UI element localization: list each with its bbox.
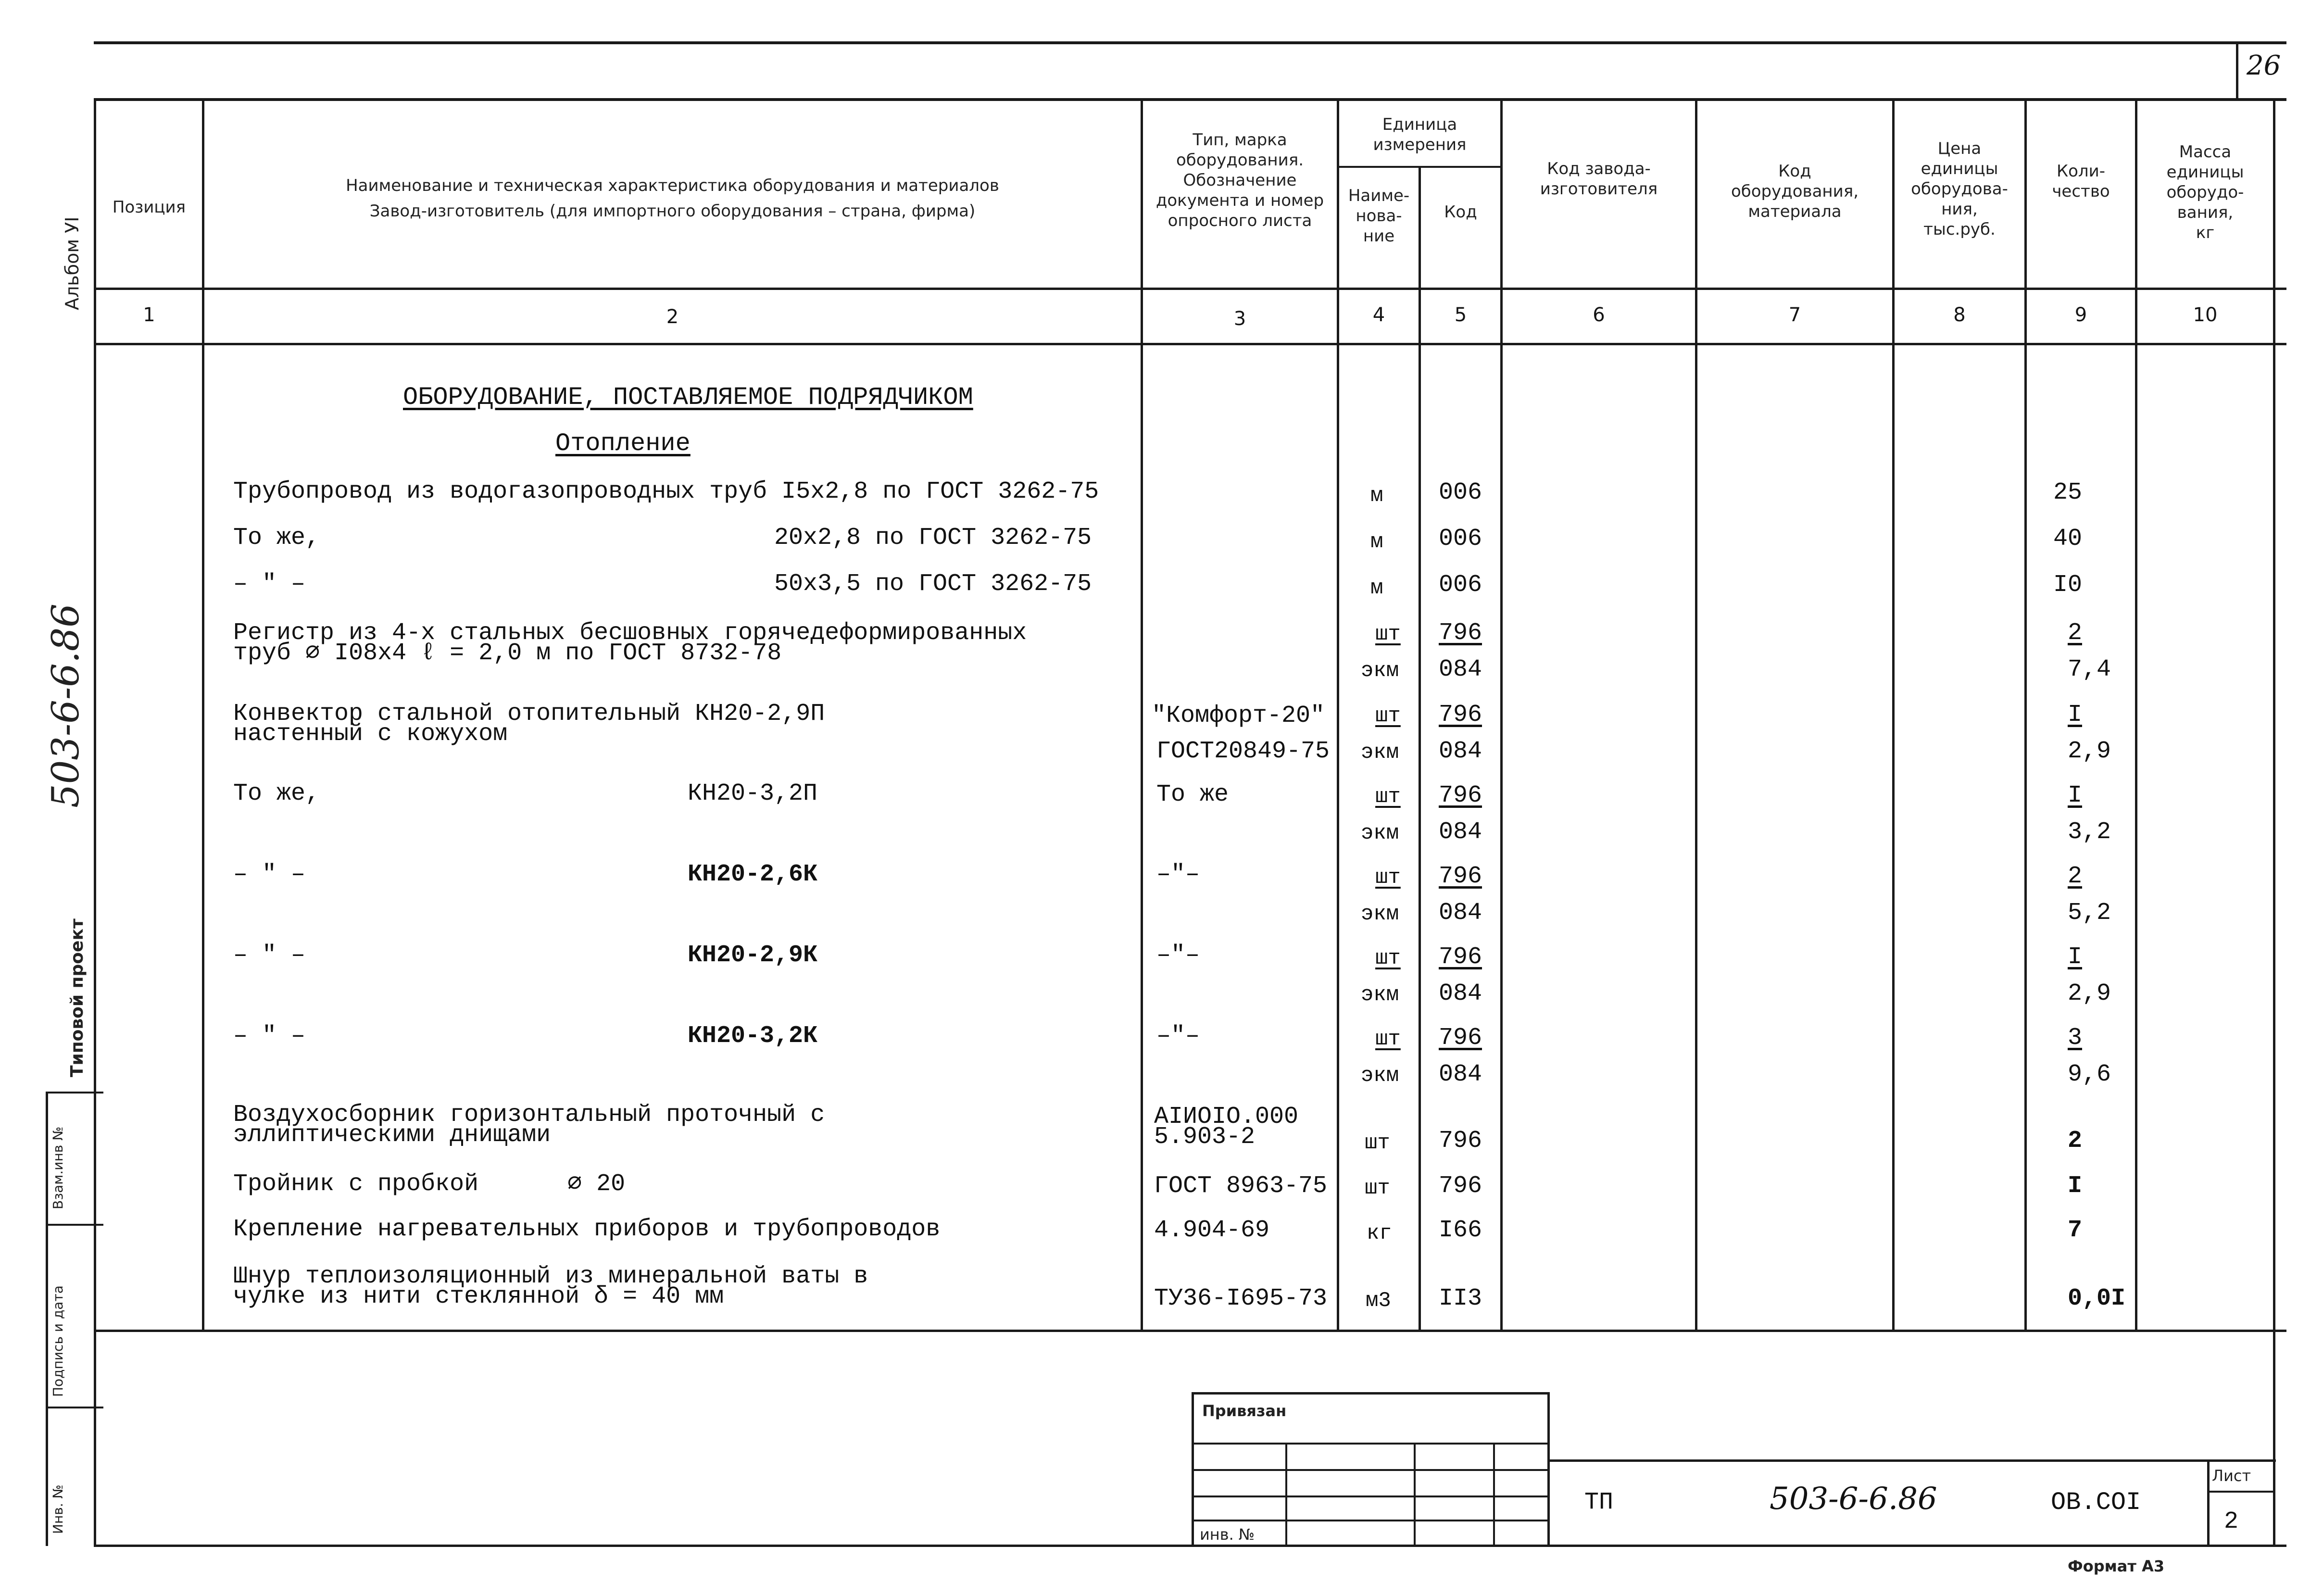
row-9-unit1: шт (1375, 1027, 1401, 1051)
col-number-6: 6 (1593, 304, 1605, 326)
row-8-qty1: I (2068, 943, 2083, 971)
col-number-4: 4 (1372, 304, 1385, 326)
row-6-model: КН20-3,2П (688, 780, 818, 807)
row-12-code: I66 (1439, 1217, 1482, 1244)
side-vzam-inv: Взам.инв № (50, 1126, 66, 1209)
stamp-list-label: Лист (2212, 1467, 2251, 1485)
stamp-inv-no: инв. № (1200, 1525, 1255, 1544)
row-6-unit2: экм (1361, 821, 1399, 845)
row-8-model: КН20-2,9К (688, 942, 818, 969)
row-10-code: 796 (1439, 1127, 1482, 1155)
row-9-code2: 084 (1439, 1061, 1482, 1088)
header-name-line1: Наименование и техническая характеристика оборудования и материалов (346, 176, 999, 195)
row-11-dia: ∅ 20 (567, 1170, 626, 1198)
row-4-unit2: экм (1361, 659, 1399, 683)
row-5-type2: ГОСТ20849-75 (1156, 738, 1330, 765)
row-9-type1: –"– (1156, 1022, 1200, 1050)
row-4-name-line1: Регистр из 4-х стальных бесшовных горячедеформированных (233, 619, 1027, 647)
row-9-qty2: 9,6 (2068, 1061, 2111, 1088)
row-5-unit2: экм (1361, 741, 1399, 765)
header-quantity: Коли- чество (2052, 162, 2110, 201)
row-8-qty2: 2,9 (2068, 980, 2111, 1007)
row-13-qty: 0,0I (2068, 1285, 2126, 1312)
row-13-unit: м3 (1366, 1289, 1391, 1313)
row-11-qty: I (2068, 1172, 2083, 1200)
row-11-name: Тройник с пробкой (233, 1170, 479, 1198)
row-13-type: ТУ36-I695-73 (1154, 1285, 1328, 1312)
row-7-code2: 084 (1439, 899, 1482, 927)
row-9-qty1: 3 (2068, 1024, 2083, 1052)
side-podpis-data: Подпись и дата (50, 1285, 66, 1397)
col-number-5: 5 (1454, 304, 1467, 326)
row-6-name-left: То же, (233, 780, 320, 807)
row-2-name-right: 20х2,8 по ГОСТ 3262-75 (774, 524, 1092, 552)
row-4-code2: 084 (1439, 656, 1482, 683)
row-1-qty: 25 (2053, 479, 2083, 506)
row-7-code1: 796 (1439, 863, 1482, 890)
row-6-code1: 796 (1439, 782, 1482, 809)
row-7-qty1: 2 (2068, 863, 2083, 890)
side-inv-no: Инв. № (50, 1484, 66, 1534)
row-13-name-line1: Шнур теплоизоляционный из минеральной ваты в (233, 1263, 868, 1290)
row-9-model: КН20-3,2К (688, 1022, 818, 1050)
header-unit-group: Единица измерения (1373, 115, 1467, 154)
section-title: ОБОРУДОВАНИЕ, ПОСТАВЛЯЕМОЕ ПОДРЯДЧИКОМ (403, 383, 973, 412)
row-11-type: ГОСТ 8963-75 (1154, 1172, 1328, 1200)
stamp-list-value: 2 (2224, 1508, 2239, 1535)
row-8-name-left: – " – (233, 942, 306, 969)
row-7-type1: –"– (1156, 861, 1200, 888)
row-5-qty2: 2,9 (2068, 738, 2111, 765)
side-album: Альбом УI (62, 216, 83, 310)
row-8-unit1: шт (1375, 946, 1401, 970)
row-12-qty: 7 (2068, 1217, 2083, 1244)
row-3-qty: I0 (2053, 571, 2083, 599)
row-6-qty2: 3,2 (2068, 818, 2111, 846)
row-3-name-right: 50х3,5 по ГОСТ 3262-75 (774, 570, 1092, 598)
row-6-unit1: шт (1375, 785, 1401, 809)
col-number-7: 7 (1788, 304, 1801, 326)
row-13-code: II3 (1439, 1285, 1482, 1312)
row-8-type1: –"– (1156, 942, 1200, 969)
row-4-name-line2: труб ∅ I08х4 ℓ = 2,0 м по ГОСТ 8732-78 (233, 640, 782, 667)
row-2-code: 006 (1439, 525, 1482, 553)
row-5-code1: 796 (1439, 701, 1482, 729)
row-6-code2: 084 (1439, 818, 1482, 846)
row-9-name-left: – " – (233, 1022, 306, 1050)
row-2-qty: 40 (2053, 525, 2083, 553)
side-doc-code: 503-6-6.86 (44, 603, 88, 808)
col-number-1: 1 (143, 304, 155, 326)
header-position: Позиция (112, 198, 186, 217)
row-4-qty1: 2 (2068, 619, 2083, 647)
row-8-code2: 084 (1439, 980, 1482, 1007)
row-12-type: 4.904-69 (1154, 1217, 1270, 1244)
row-2-unit: м (1370, 530, 1383, 554)
row-5-name-line2: настенный с кожухом (233, 720, 508, 748)
col-number-2: 2 (666, 306, 679, 328)
row-10-type2: 5.903-2 (1154, 1123, 1256, 1151)
row-1-code: 006 (1439, 479, 1482, 506)
header-mass: Масса единицы оборудо- вания, кг (2166, 142, 2244, 242)
row-10-type1: АIИОIО.000 (1154, 1103, 1299, 1131)
row-7-model: КН20-2,6К (688, 861, 818, 888)
row-5-unit1: шт (1375, 704, 1401, 728)
stamp-project-code: 503-6-6.86 (1770, 1481, 1937, 1517)
row-3-code: 006 (1439, 571, 1482, 599)
row-9-unit2: экм (1361, 1064, 1399, 1088)
row-8-code1: 796 (1439, 943, 1482, 971)
subsection-title: Отопление (555, 429, 691, 458)
row-10-qty: 2 (2068, 1127, 2083, 1155)
header-plant-code: Код завода- изготовителя (1540, 159, 1658, 199)
row-4-qty2: 7,4 (2068, 656, 2111, 683)
row-13-name-line2: чулке из нити стеклянной δ = 40 мм (233, 1283, 724, 1310)
row-1-name: Трубопровод из водогазопроводных труб I5х2,8 по ГОСТ 3262-75 (233, 478, 1099, 505)
row-6-qty1: I (2068, 782, 2083, 809)
header-price: Цена единицы оборудова- ния, тыс.руб. (1911, 139, 2008, 239)
row-1-unit: м (1370, 484, 1383, 508)
row-5-code2: 084 (1439, 738, 1482, 765)
stamp-privyazan: Привязан (1202, 1402, 1287, 1420)
col-number-9: 9 (2074, 304, 2087, 326)
row-7-qty2: 5,2 (2068, 899, 2111, 927)
row-5-name-line1: Конвектор стальной отопительный КН20-2,9П (233, 700, 825, 728)
row-7-unit2: экм (1361, 902, 1399, 926)
row-10-unit: шт (1365, 1131, 1390, 1155)
row-7-unit1: шт (1375, 866, 1401, 890)
row-9-code1: 796 (1439, 1024, 1482, 1052)
row-4-unit1: шт (1375, 622, 1401, 646)
header-equipment-code: Код оборудования, материала (1731, 162, 1859, 221)
row-3-unit: м (1370, 576, 1383, 600)
header-unit-name: Наиме- нова- ние (1348, 186, 1410, 246)
row-2-name-left: То же, (233, 524, 320, 552)
stamp-format: Формат А3 (2068, 1557, 2165, 1575)
row-10-name-line1: Воздухосборник горизонтальный проточный с (233, 1101, 825, 1129)
header-type-mark: Тип, марка оборудования. Обозначение документа и номер опросного листа (1155, 130, 1324, 230)
stamp-tp: ТП (1584, 1489, 1614, 1516)
stamp-sheet-code: ОВ.СОI (2051, 1488, 2141, 1517)
header-unit-code: Код (1444, 202, 1477, 222)
row-6-type1: То же (1156, 781, 1229, 808)
row-5-type1: "Комфорт-20" (1152, 702, 1325, 729)
row-5-qty1: I (2068, 701, 2083, 729)
header-name-line2: Завод-изготовитель (для импортного оборудования – страна, фирма) (369, 201, 976, 221)
row-10-name-line2: эллиптическими днищами (233, 1121, 551, 1149)
side-project-type: Типовой проект (67, 918, 87, 1077)
row-11-unit: шт (1365, 1176, 1390, 1200)
col-number-10: 10 (2193, 304, 2218, 326)
row-12-name: Крепление нагревательных приборов и трубопроводов (233, 1216, 941, 1243)
row-8-unit2: экм (1361, 983, 1399, 1007)
row-3-name-left: – " – (233, 570, 306, 598)
row-11-code: 796 (1439, 1172, 1482, 1200)
row-12-unit: кг (1367, 1221, 1392, 1245)
row-4-code1: 796 (1439, 619, 1482, 647)
col-number-3: 3 (1233, 308, 1246, 330)
col-number-8: 8 (1953, 304, 1966, 326)
sheet-number-corner: 26 (2247, 50, 2281, 81)
row-7-name-left: – " – (233, 861, 306, 888)
